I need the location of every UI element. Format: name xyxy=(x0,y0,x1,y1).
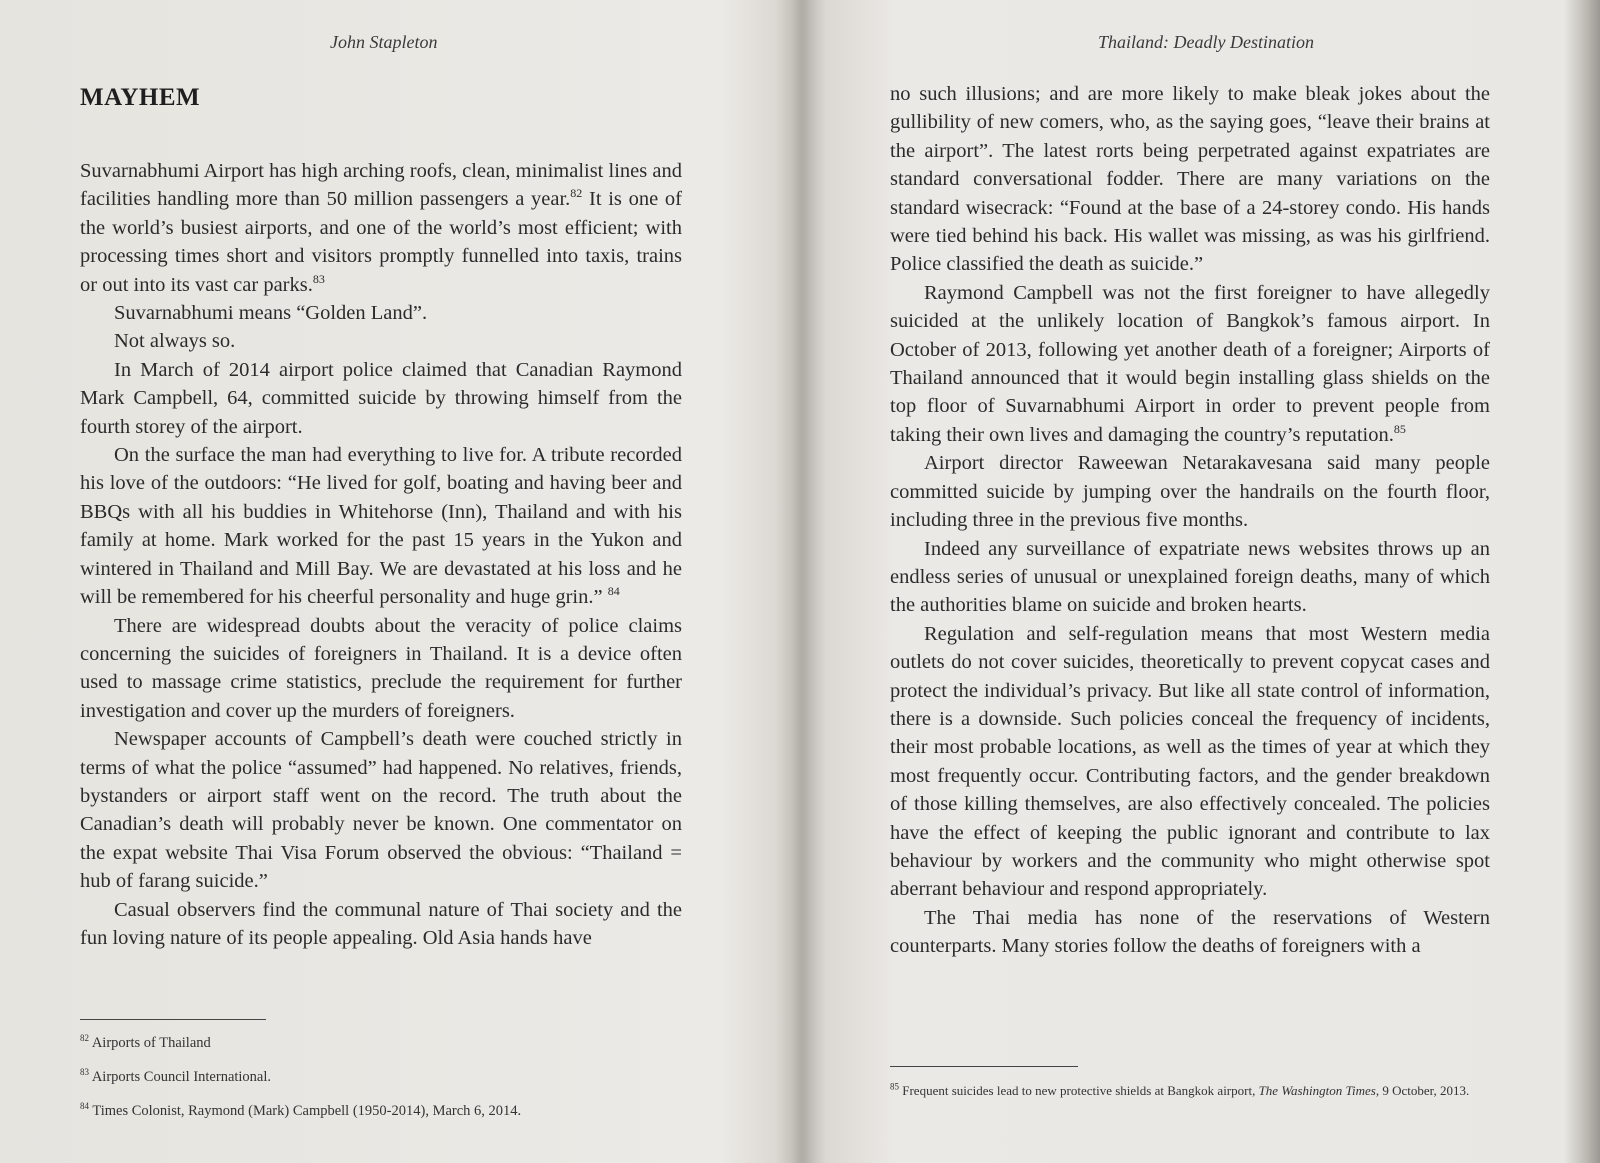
footnote: $^{84}$ Times Colonist, Raymond (Mark) Campbell (1950-2014), March 6, 2014. xyxy=(80,1101,522,1119)
paragraph: There are widespread doubts about the veracity of police claims concerning the suicides of foreigners in Thailand. It is a device often used to massage crime statistics, preclude the requirement for further investigation and cover up the murders of foreigners. xyxy=(80,614,682,722)
paragraph: In March of 2014 airport police claimed that Canadian Raymond Mark Campbell, 64, committed suicide by throwing himself from the fourth storey of the airport. xyxy=(80,358,682,438)
paragraph: The Thai media has none of the reservations of Western counterparts. Many stories follow the deaths of foreigners with a xyxy=(890,906,1490,958)
chapter-title: MAYHEM xyxy=(80,84,201,111)
right-page xyxy=(800,0,1590,1163)
footnote: $^{83}$ Airports Council International. xyxy=(80,1067,272,1085)
paragraph: Newspaper accounts of Campbell’s death were couched strictly in terms of what the police “assumed” had happened. No relatives, friends, bystanders or airport staff went on the record. The truth about the Canadian’s death will probably never be known. One commentator on the expat website Thai Visa Forum observed the obvious: “Thailand = hub of farang suicide.” xyxy=(80,728,682,893)
paragraph: Not always so. xyxy=(114,330,236,353)
paragraph: Airport director Raweewan Netarakavesana said many people committed suicide by jumping over the handrails on the fourth floor, including three in the previous five months. xyxy=(890,452,1490,532)
footnote-divider xyxy=(890,1066,1078,1067)
running-head-title: Thailand: Deadly Destination xyxy=(1098,32,1314,52)
paragraph: Indeed any surveillance of expatriate news websites throws up an endless series of unusual or unexplained foreign deaths, many of which the authorities blame on suicide and broken hearts. xyxy=(890,537,1490,617)
paragraph: Regulation and self-regulation means that most Western media outlets do not cover suicides, theoretically to prevent copycat cases and protect the individual’s privacy. But like all state control of information, there is a downside. Such policies conceal the frequency of incidents, their most probable locations, as well as the times of year at which they most frequently occur. Contributing factors, and the gender breakdown of those killing themselves, are also effectively concealed. The policies have the effect of keeping the public ignorant and contribute to lax behaviour by workers and the community who might otherwise spot aberrant behaviour and respond appropriately. xyxy=(890,622,1490,901)
paragraph: Casual observers find the communal nature of Thai society and the fun loving nature of its people appealing. Old Asia hands have xyxy=(80,898,682,949)
footnote-ref[interactable]: 85 xyxy=(1393,422,1406,437)
paragraph: Suvarnabhumi Airport has high arching roofs, clean, minimalist lines and facilities handling more than 50 million passengers a year.$^{82}$ It is one of the world’s busiest airports, and one of the world’s most efficient; with processing times short and visitors promptly funnelled into taxis, trains or out into its vast car parks.$^{83}$ xyxy=(80,160,682,296)
footnote: $^{85}$ Frequent suicides lead to new protective shields at Bangkok airport, The Washington Times, 9 October, 2013. xyxy=(890,1081,1470,1098)
left-body-text xyxy=(80,157,682,952)
left-page xyxy=(0,0,790,1163)
footnote: $^{82}$ Airports of Thailand xyxy=(80,1033,211,1051)
footnote-source: The Washington Times xyxy=(1258,1083,1376,1098)
running-head-author: John Stapleton xyxy=(330,32,438,52)
right-body-text xyxy=(890,80,1490,961)
paragraph: On the surface the man had everything to live for. A tribute recorded his love of the outdoors: “He lived for golf, boating and having beer and BBQs with all his buddies in Whitehorse (Inn), Thailand and with his family at home. Mark worked for the past 15 years in the Yukon and wintered in Thailand and Mill Bay. We are devastated at his loss and he will be remembered for his cheerful personality and huge grin.” $^{84}$ xyxy=(80,444,682,609)
footnote-ref[interactable]: 82 xyxy=(570,186,583,201)
paragraph: no such illusions; and are more likely to make bleak jokes about the gullibility of new comers, who, as the saying goes, “leave their brains at the airport”. The latest rorts being perpetrated against expatriates are standard conversational fodder. There are many variations on the standard wisecrack: “Found at the base of a 24-storey condo. His hands were tied behind his back. His wallet was missing, as was his girlfriend. Police classified the death as suicide.” xyxy=(890,83,1490,276)
footnote-divider xyxy=(80,1019,266,1020)
footnote-ref[interactable]: 83 xyxy=(312,271,325,286)
paragraph: Suvarnabhumi means “Golden Land”. xyxy=(114,302,428,325)
paragraph: Raymond Campbell was not the first foreigner to have allegedly suicided at the unlikely location of Bangkok’s famous airport. In October of 2013, following yet another death of a foreigner; Airports of Thailand announced that it would begin installing glass shields on the top floor of Suvarnabhumi Airport in order to prevent people from taking their own lives and damaging the country’s reputation.$^{85}$ xyxy=(890,281,1490,446)
footnote-ref[interactable]: 84 xyxy=(607,584,620,599)
